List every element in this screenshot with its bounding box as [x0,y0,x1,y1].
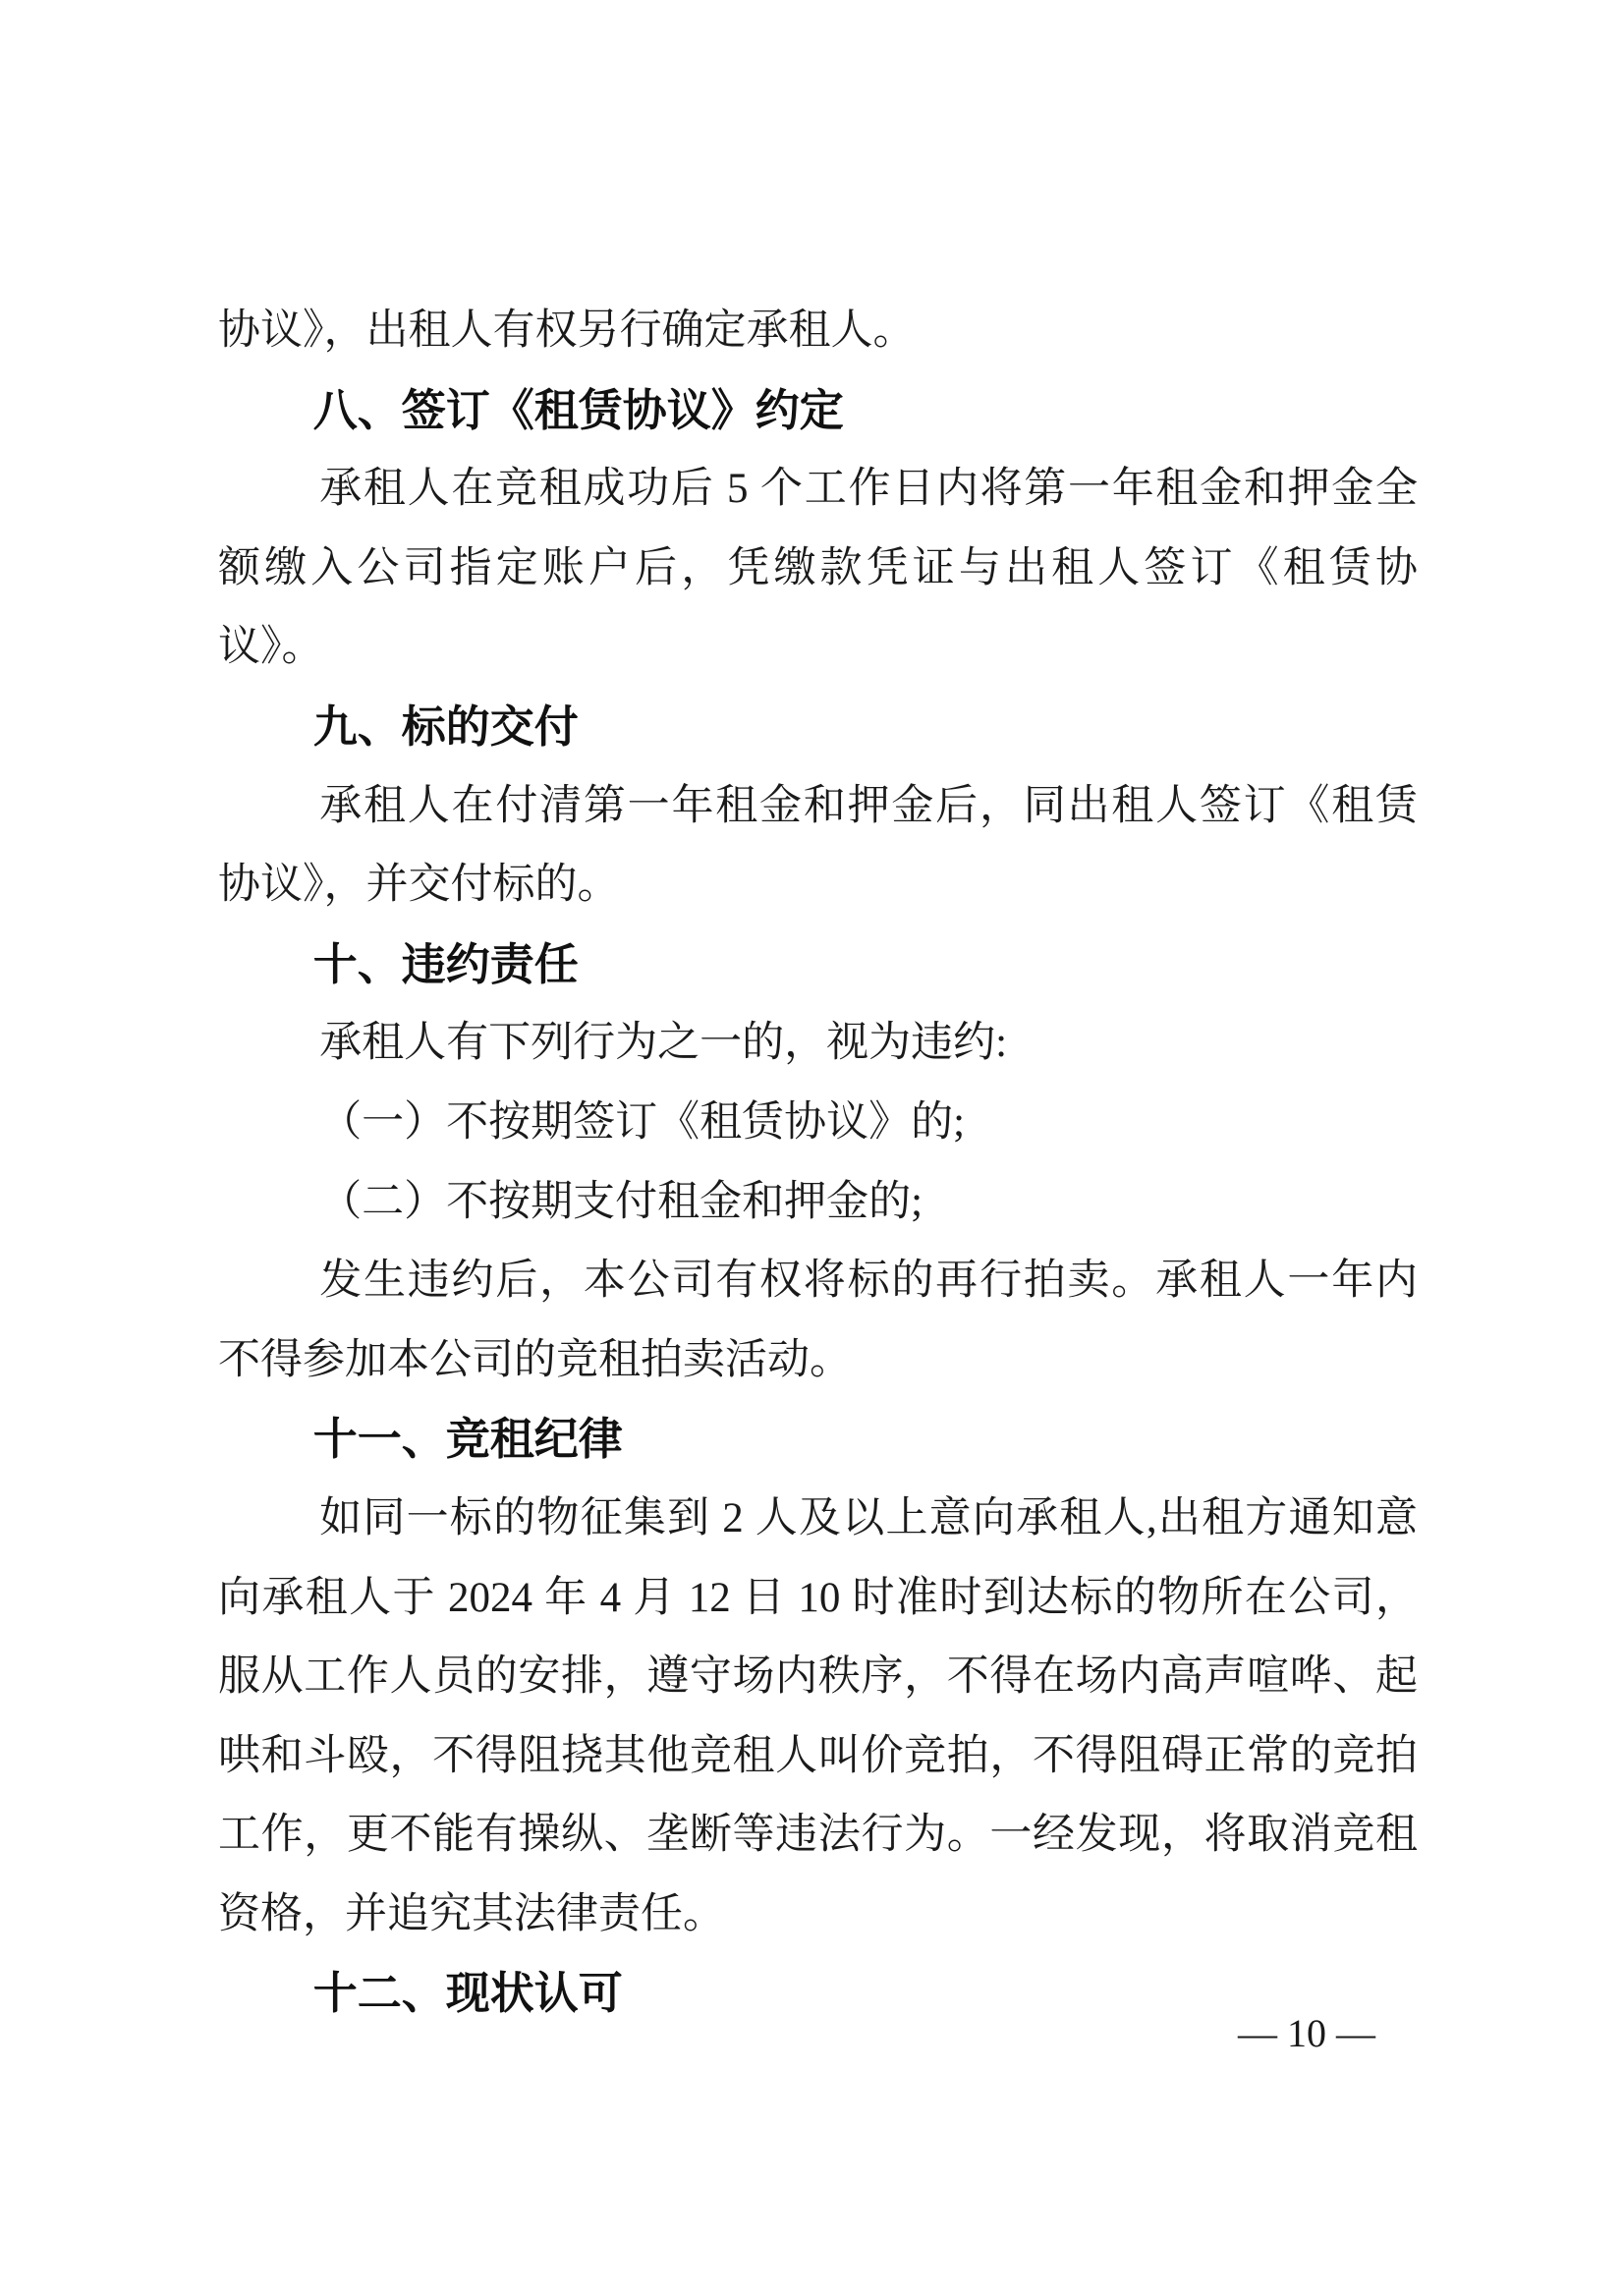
paragraph-continuation: 协议》，出租人有权另行确定承租人。 [218,308,916,354]
document-body [218,292,1418,2034]
section-heading-10: 十、违约责任 [312,938,579,989]
paragraph-breach-intro: 承租人有下列行为之一的，视为违约: [319,1020,1008,1067]
paragraph-breach-consequence: 发生违约后，本公司有权将标的再行拍卖。承租人一年内不得参加本公司的竞租拍卖活动。 [218,1258,1418,1383]
section-heading-11: 十一、竞租纪律 [312,1414,623,1465]
paragraph-bidding-discipline: 如同一标的物征集到 2 人及以上意向承租人,出租方通知意向承租人于 2024 年 4 月 12 日 10 时准时到达标的物所在公司，服从工作人员的安排，遵守场内秩序，不得在场内高声喧哗、起哄和斗殴，不得阻挠其他竞租人叫价竞拍，不得阻碍正常的竞拍工作，更不能有操纵、垄断等违法行为。一经发现，将取消竞租资格，并追究其法律责任。 [218,1494,1418,1937]
paragraph-breach-item-2: （二）不按期支付租金和押金的; [319,1178,923,1225]
paragraph-delivery: 承租人在付清第一年租金和押金后，同出租人签订《租赁协议》，并交付标的。 [218,782,1418,909]
section-heading-8: 八、签订《租赁协议》约定 [312,384,844,435]
paragraph-breach-item-1: （一）不按期签订《租赁协议》的; [319,1098,966,1146]
page-number: — 10 — [1238,2011,1375,2055]
section-heading-12: 十二、现状认可 [312,1968,623,2019]
section-heading-9: 九、标的交付 [312,700,579,752]
paragraph-sign-agreement: 承租人在竞租成功后 5 个工作日内将第一年租金和押金全额缴入公司指定账户后，凭缴款凭证与出租人签订《租赁协议》。 [218,466,1418,671]
